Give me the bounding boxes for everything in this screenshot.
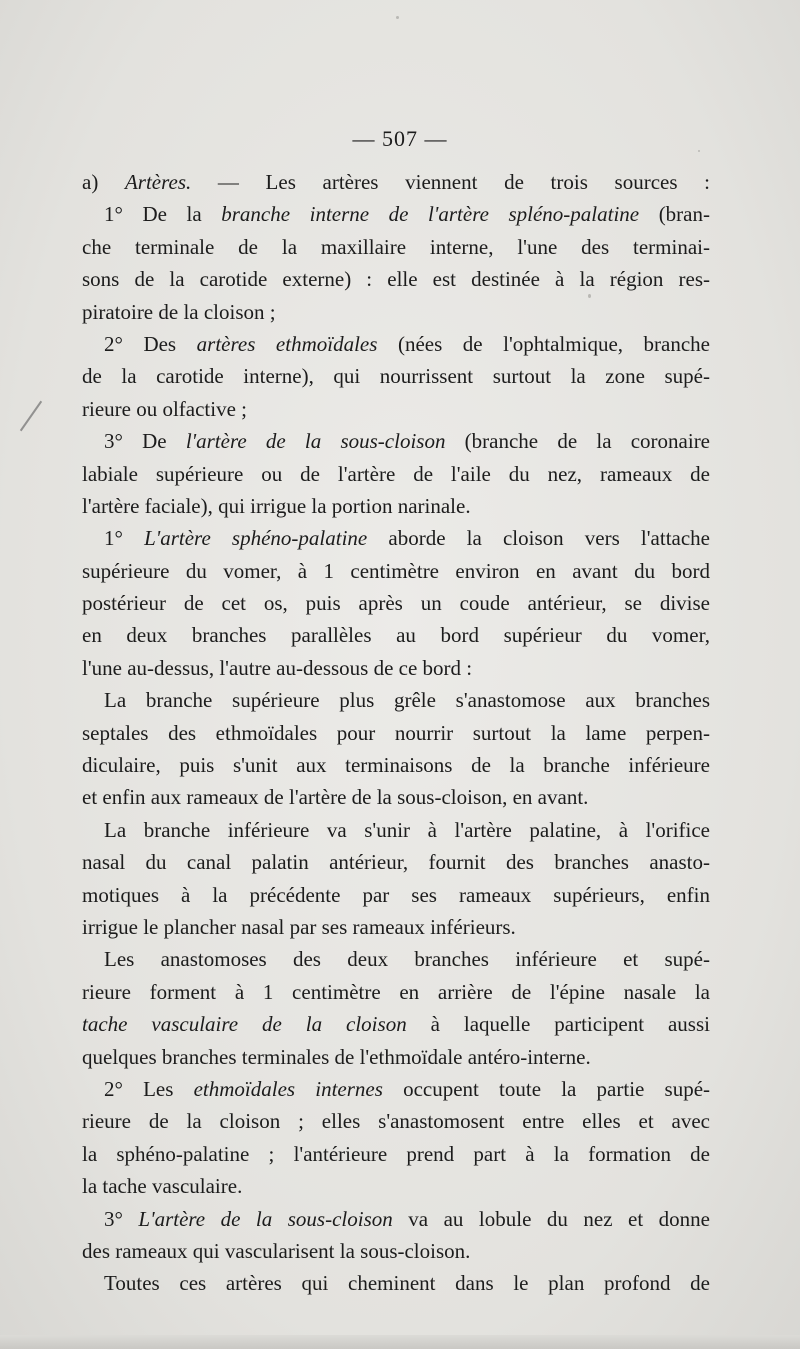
text-line: la tache vasculaire. [82,1174,243,1199]
text-line: quelques branches terminales de l'ethmoïdale antéro-interne. [82,1044,591,1069]
text-line: de la carotide interne), qui nourrissent surtout la zone supé- [82,364,710,389]
text-line: 3° L'artère de la sous-cloison va au lobule du nez et donne [104,1206,710,1231]
text-line: des rameaux qui vascularisent la sous-cloison. [82,1238,471,1263]
text-line: rieure de la cloison ; elles s'anastomosent entre elles et avec [82,1109,710,1134]
pen-mark [20,401,42,432]
text-line: 3° De l'artère de la sous-cloison (branche de la coronaire [104,429,711,454]
text-line: labiale supérieure ou de l'artère de l'aile du nez, rameaux de [82,461,710,486]
text-line: motiques à la précédente par ses rameaux supérieurs, enfin [82,882,710,907]
text-line: nasal du canal palatin antérieur, fournit des branches anasto- [82,850,710,875]
text-line: postérieur de cet os, puis après un coude antérieur, se divise [82,591,710,616]
text-line: tache vasculaire de la cloison à laquelle participent aussi [82,1012,710,1037]
text-line: 1° De la branche interne de l'artère spléno-palatine (bran- [104,202,710,227]
text-line: La branche inférieure va s'unir à l'artère palatine, à l'orifice [104,817,710,842]
text-line: diculaire, puis s'unit aux terminaisons de la branche inférieure [82,753,710,778]
text-line: La branche supérieure plus grêle s'anastomose aux branches [104,688,710,713]
text-line: a) Artères. — Les artères viennent de trois sources : [82,170,710,194]
text-line: sons de la carotide externe) : elle est destinée à la région res- [82,267,710,292]
text-line: en deux branches parallèles au bord supérieur du vomer, [82,623,710,648]
page-number: — 507 — [352,126,448,151]
text-line: la sphéno-palatine ; l'antérieure prend part à la formation de [82,1141,710,1166]
body-text [82,166,710,1300]
page-edge [0,1335,800,1349]
text-line: 1° L'artère sphéno-palatine aborde la cloison vers l'attache [104,526,711,551]
text-line: supérieure du vomer, à 1 centimètre environ en avant du bord [82,558,710,583]
text-line: rieure ou olfactive ; [82,396,248,421]
text-line: 2° Les ethmoïdales internes occupent toute la partie supé- [104,1076,711,1101]
paper-speck [396,16,399,19]
text-line: piratoire de la cloison ; [82,299,276,324]
text-line: irrigue le plancher nasal par ses rameaux inférieurs. [82,914,516,939]
text-line: 2° Des artères ethmoïdales (nées de l'ophtalmique, branche [104,331,711,356]
text-line: l'une au-dessus, l'autre au-dessous de ce bord : [82,655,473,680]
text-line: et enfin aux rameaux de l'artère de la sous-cloison, en avant. [82,785,589,810]
text-line: Les anastomoses des deux branches inférieure et supé- [104,947,710,972]
text-line: septales des ethmoïdales pour nourrir surtout la lame perpen- [82,720,710,745]
text-line: rieure forment à 1 centimètre en arrière de l'épine nasale la [82,979,710,1004]
text-line: Toutes ces artères qui cheminent dans le plan profond de [104,1271,710,1296]
text-line: che terminale de la maxillaire interne, l'une des terminai- [82,234,710,259]
paper-speck [698,150,700,152]
text-line: l'artère faciale), qui irrigue la portion narinale. [82,493,471,518]
